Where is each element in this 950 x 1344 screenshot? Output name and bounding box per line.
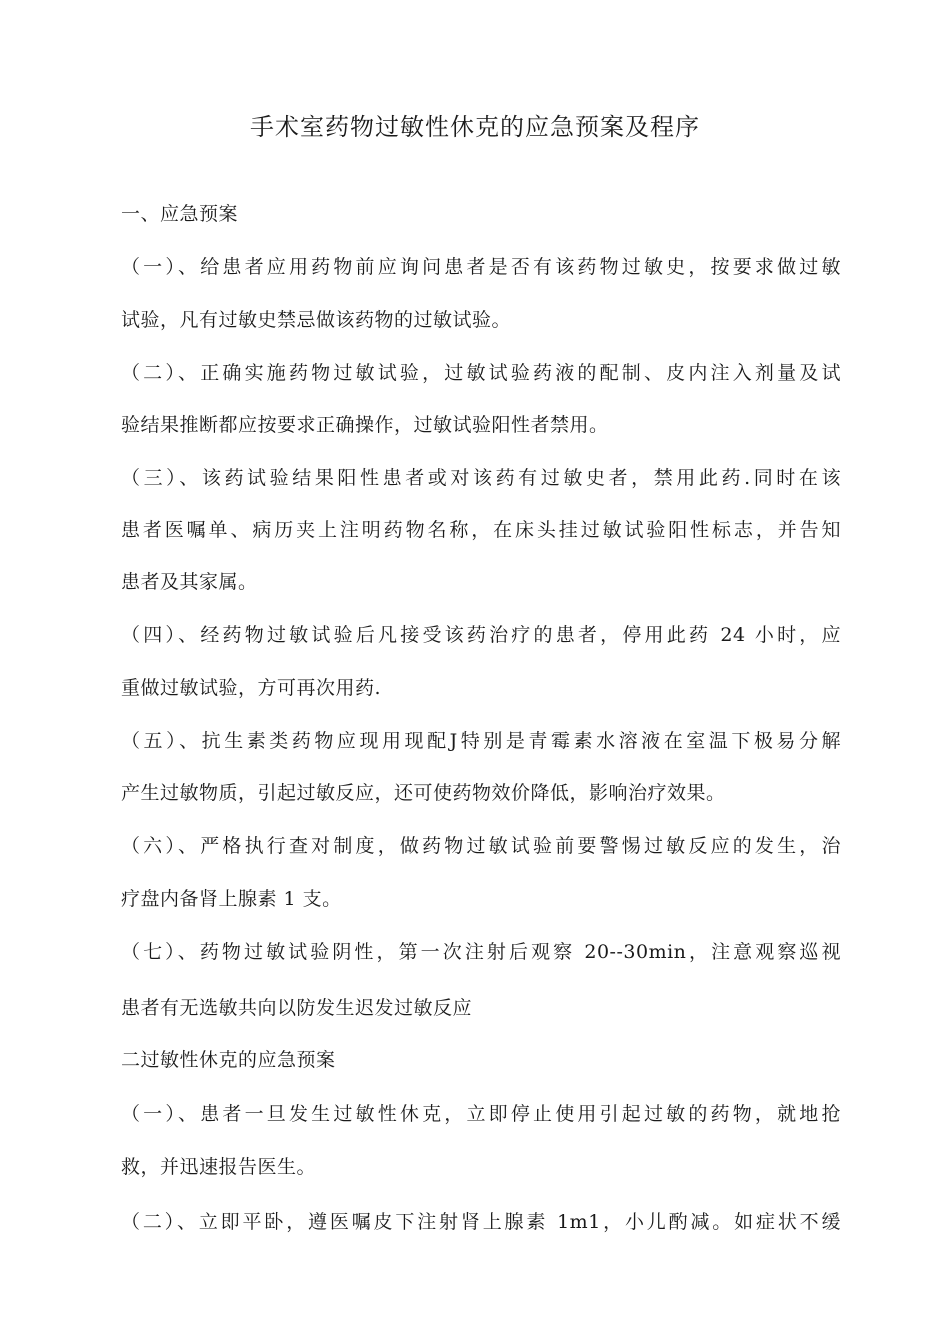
paragraph-line: （一）、患者一旦发生过敏性休克，立即停止使用引起过敏的药物，就地抢 [121, 1103, 841, 1125]
paragraph-line: 试验，凡有过敏史禁忌做该药物的过敏试验。 [121, 309, 512, 331]
paragraph-line: （五）、抗生素类药物应现用现配J特别是青霉素水溶液在室温下极易分解 [121, 730, 841, 752]
paragraph-line: （四）、经药物过敏试验后凡接受该药治疗的患者，停用此药 24 小时，应 [121, 624, 841, 646]
paragraph-line: （三）、该药试验结果阳性患者或对该药有过敏史者，禁用此药.同时在该 [121, 467, 841, 489]
paragraph-line: 患者及其家属。 [121, 571, 258, 593]
document-title: 手术室药物过敏性休克的应急预案及程序 [250, 113, 700, 141]
paragraph-line: （二）、立即平卧，遵医嘱皮下注射肾上腺素 1m1，小儿酌减。如症状不缓 [121, 1211, 841, 1233]
paragraph-line: 产生过敏物质，引起过敏反应，还可使药物效价降低，影响治疗效果。 [121, 782, 726, 804]
paragraph-line: 患者医嘱单、病历夹上注明药物名称，在床头挂过敏试验阳性标志，并告知 [121, 519, 841, 541]
paragraph-line: 重做过敏试验，方可再次用药. [121, 677, 382, 699]
paragraph-line: 患者有无选敏共向以防发生迟发过敏反应 [121, 997, 473, 1019]
paragraph-line: （六）、严格执行查对制度，做药物过敏试验前要警惕过敏反应的发生，治 [121, 835, 841, 857]
section-heading: 二过敏性休克的应急预案 [121, 1049, 336, 1071]
paragraph-line: （七）、药物过敏试验阴性，第一次注射后观察 20--30min，注意观察巡视 [121, 941, 841, 963]
paragraph-line: 救，并迅速报告医生。 [121, 1156, 317, 1178]
paragraph-line: （一）、给患者应用药物前应询问患者是否有该药物过敏史，按要求做过敏 [121, 256, 841, 278]
section-heading: 一、应急预案 [121, 203, 239, 225]
paragraph-line: 疗盘内备肾上腺素 1 支。 [121, 888, 342, 910]
paragraph-line: 验结果推断都应按要求正确操作，过敏试验阳性者禁用。 [121, 414, 609, 436]
paragraph-line: （二）、正确实施药物过敏试验，过敏试验药液的配制、皮内注入剂量及试 [121, 362, 841, 384]
